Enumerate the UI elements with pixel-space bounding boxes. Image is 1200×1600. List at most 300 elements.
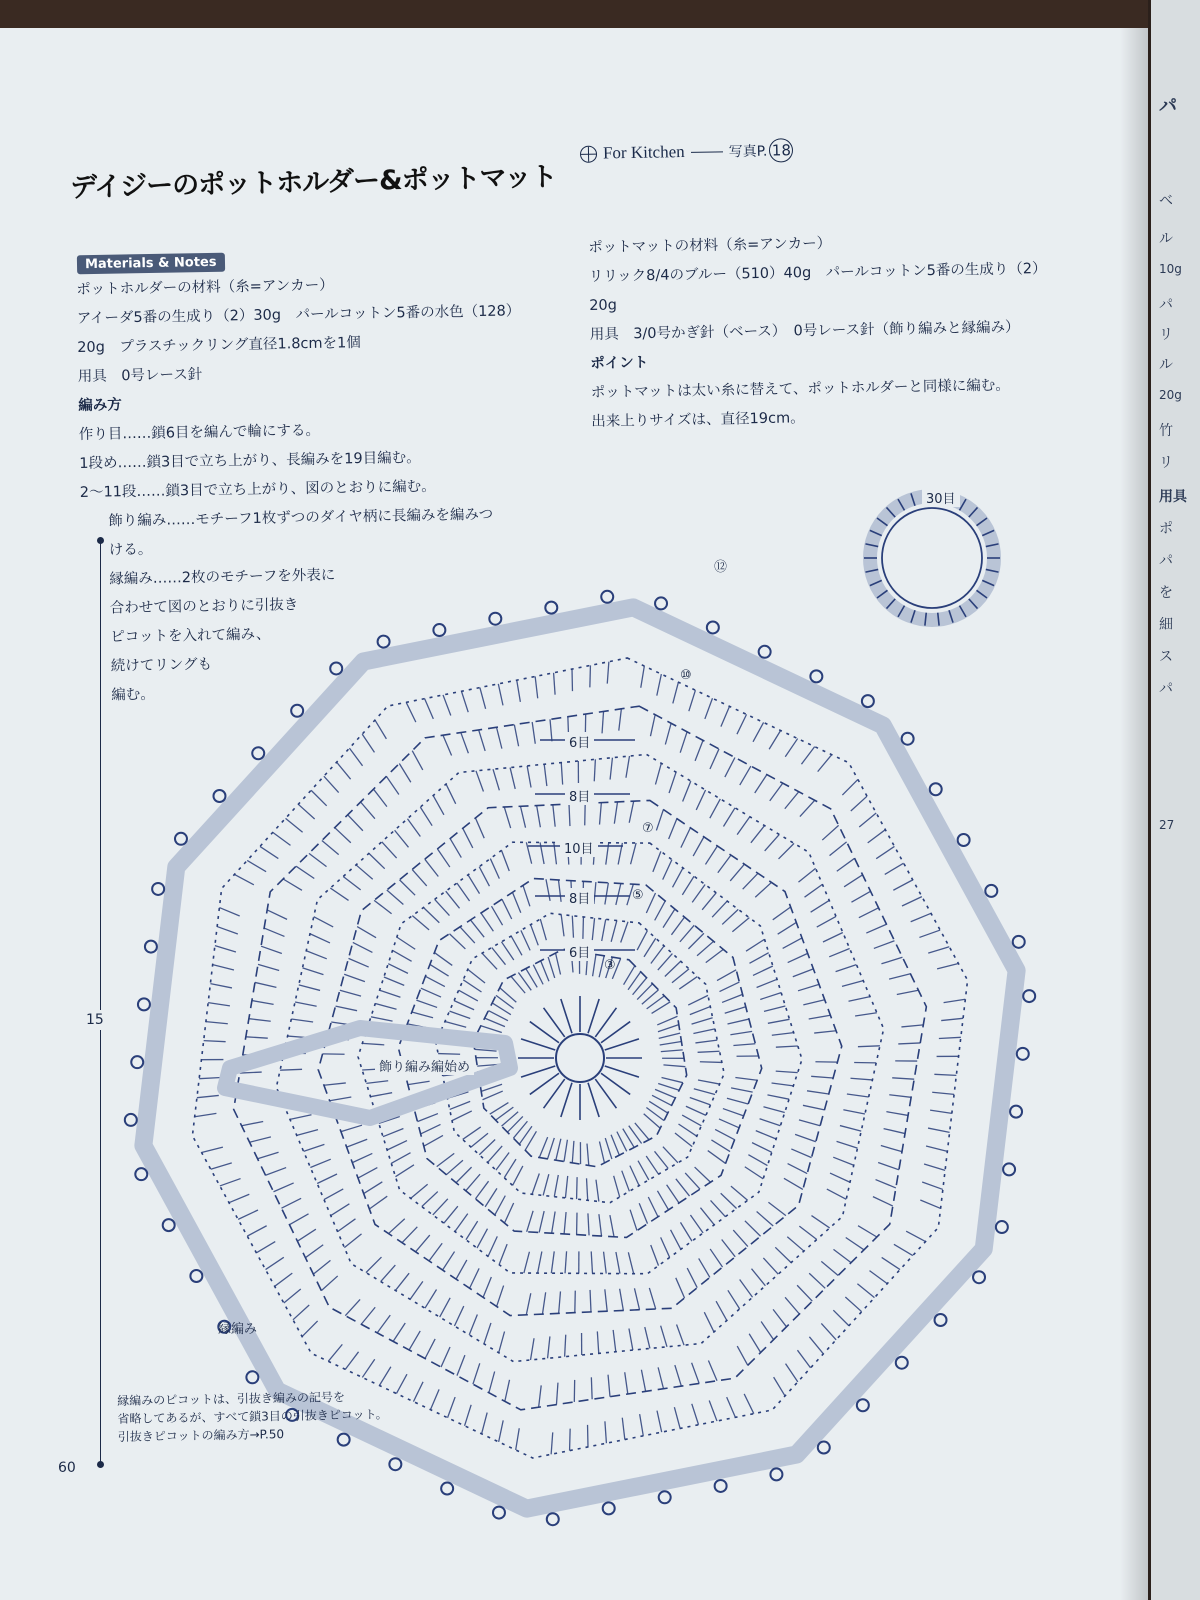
double-crochet-mark [396,1374,407,1393]
double-crochet-mark [497,727,502,748]
double-crochet-mark [680,925,694,942]
double-crochet-mark [441,1347,450,1367]
double-crochet-mark [646,893,655,913]
edging-label: 縁編み [218,1322,258,1337]
double-crochet-mark [366,1081,388,1084]
page-title: デイジーのポットホルダー&ポットマット [69,161,557,204]
double-crochet-mark [760,1119,781,1126]
double-crochet-mark [847,1094,869,1097]
dimension-line [100,540,101,1465]
double-crochet-mark [437,849,449,867]
double-crochet-mark [280,1069,302,1070]
double-crochet-mark [721,1193,737,1208]
picot-mark [958,834,970,846]
double-crochet-mark [868,830,886,843]
double-crochet-mark [602,919,606,941]
double-crochet-mark [675,1133,692,1147]
double-crochet-mark [763,1258,778,1274]
double-crochet-mark [592,918,594,940]
double-crochet-mark [621,922,628,943]
double-crochet-mark [671,1230,681,1249]
double-crochet-mark [422,1192,438,1207]
double-crochet-mark [608,1375,610,1397]
text-line: 用具 0号レース針 [77,366,203,385]
double-crochet-mark [362,1359,374,1377]
double-crochet-mark [661,1326,667,1347]
picot-mark [389,1458,401,1470]
double-crochet-mark [514,725,518,747]
double-crochet-mark [211,1163,232,1169]
double-crochet-mark [657,1411,662,1432]
double-crochet-mark [386,776,398,794]
double-crochet-mark [341,1125,362,1131]
picot-mark [930,783,942,795]
double-crochet-mark [353,942,373,952]
double-crochet-mark [753,966,773,975]
double-crochet-mark [433,796,444,815]
double-crochet-mark [559,1291,561,1313]
double-crochet-mark [310,934,330,943]
double-crochet-mark [281,1198,301,1208]
double-crochet-mark [499,1244,507,1264]
double-crochet-mark [229,1194,249,1202]
picot-mark [175,833,187,845]
double-crochet-mark [845,1297,861,1312]
double-crochet-mark [641,666,645,688]
double-crochet-mark [710,799,720,818]
double-crochet-mark [302,1321,318,1337]
double-crochet-mark [460,927,475,943]
double-crochet-mark [934,1074,956,1075]
double-crochet-mark [658,1083,679,1090]
double-crochet-mark [639,1203,647,1223]
double-crochet-mark [696,790,705,810]
double-crochet-mark [296,866,314,878]
picot-mark [163,1219,175,1231]
double-crochet-mark [695,740,703,761]
double-crochet-mark [662,1078,683,1083]
double-crochet-mark [330,888,348,900]
double-crochet-mark [361,1307,375,1324]
double-crochet-mark [215,946,236,952]
double-crochet-mark [380,990,401,997]
double-crochet-mark [616,1252,620,1274]
double-crochet-mark [655,1151,669,1168]
dimension-label: 15 [86,1012,104,1028]
double-crochet-mark [532,722,535,744]
double-crochet-mark [785,1297,799,1314]
double-crochet-mark [565,1251,567,1273]
double-crochet-mark [510,768,515,789]
double-crochet-mark [676,1278,685,1298]
double-crochet-mark [761,1322,773,1340]
double-crochet-mark [732,918,749,932]
double-crochet-mark [769,731,780,750]
double-crochet-mark [833,1310,849,1326]
double-crochet-mark [393,950,412,961]
double-crochet-mark [490,859,499,879]
double-crochet-mark [364,1182,383,1194]
double-crochet-mark [564,1212,566,1234]
double-crochet-mark [811,1216,829,1228]
double-crochet-mark [924,1164,945,1170]
double-crochet-mark [800,800,815,816]
double-crochet-mark [648,1197,658,1217]
double-crochet-mark [851,796,867,811]
double-crochet-mark [663,909,675,928]
double-crochet-mark [234,874,253,884]
double-crochet-mark [488,1146,503,1162]
double-crochet-mark [358,1168,377,1178]
double-crochet-mark [723,808,735,827]
picot-mark [547,1513,559,1525]
double-crochet-mark [730,1031,752,1034]
double-crochet-mark [275,1273,293,1286]
double-crochet-mark [393,1323,405,1341]
double-crochet-mark [407,819,420,837]
picot-mark [603,1502,615,1514]
double-crochet-mark [773,1309,786,1326]
double-crochet-mark [663,860,672,880]
double-crochet-mark [531,1338,535,1360]
double-crochet-mark [614,1176,620,1197]
double-crochet-mark [622,1418,625,1440]
double-crochet-mark [752,1143,772,1153]
double-crochet-mark [775,1247,791,1262]
double-crochet-mark [897,990,919,994]
double-crochet-mark [651,946,664,964]
double-crochet-mark [737,1346,748,1365]
double-crochet-mark [673,868,683,887]
double-crochet-mark [477,1229,487,1248]
double-crochet-mark [338,1219,356,1232]
double-crochet-mark [443,1252,455,1270]
category-label: For Kitchen [602,142,685,163]
double-crochet-mark [776,1046,798,1047]
double-crochet-mark [795,1134,816,1141]
picot-mark [862,695,874,707]
double-crochet-mark [345,1299,360,1315]
footnote [117,1387,388,1446]
double-crochet-mark [893,880,912,890]
double-crochet-mark [430,964,449,976]
double-crochet-mark [219,908,239,916]
double-crochet-mark [620,1289,624,1311]
double-crochet-mark [539,1137,547,1157]
double-crochet-mark [698,1051,720,1052]
double-crochet-mark [843,1110,865,1114]
double-crochet-mark [523,885,530,906]
double-crochet-mark [674,1407,680,1428]
double-crochet-mark [450,1101,470,1109]
double-crochet-mark [884,1129,905,1134]
double-crochet-mark [469,1314,477,1334]
picot-mark [1017,1048,1029,1060]
double-crochet-mark [208,1003,230,1006]
double-crochet-mark [452,1111,472,1121]
picot-mark [707,621,719,633]
next-page-fragment: 27 [1159,818,1175,832]
double-crochet-mark [345,1352,358,1370]
double-crochet-mark [250,1137,271,1142]
double-crochet-mark [480,688,486,709]
double-crochet-mark [565,1335,566,1357]
book-page [0,28,1150,1600]
double-crochet-mark [617,1132,627,1152]
double-crochet-mark [837,858,855,871]
double-crochet-mark [538,1252,542,1274]
double-crochet-mark [728,1019,749,1024]
double-crochet-mark [772,1083,794,1086]
row-label: ⑦ [642,821,654,836]
double-crochet-mark [672,969,689,983]
double-crochet-mark [473,1363,480,1384]
double-crochet-mark [699,1258,710,1277]
double-crochet-mark [882,1257,900,1269]
double-crochet-mark [937,964,958,969]
double-crochet-mark [449,934,465,949]
double-crochet-mark [809,1015,831,1019]
double-crochet-mark [628,1252,633,1273]
double-crochet-mark [463,1127,481,1140]
double-crochet-mark [604,1252,607,1274]
double-crochet-mark [397,937,415,949]
double-crochet-mark [727,1397,736,1417]
double-crochet-mark [384,977,404,985]
first-round-stitch [530,1073,559,1094]
double-crochet-mark [258,964,279,970]
double-crochet-mark [371,1017,393,1021]
double-crochet-mark [266,1257,284,1269]
double-crochet-mark [438,1054,460,1055]
double-crochet-mark [669,772,676,793]
stitch-count-label: 6目 [565,942,594,961]
double-crochet-mark [213,965,234,970]
first-round-stitch [605,1039,639,1050]
text-line: ピコットを入れて編み、 [110,626,271,646]
double-crochet-mark [725,757,735,777]
double-crochet-mark [709,1400,717,1421]
double-crochet-mark [720,982,740,991]
double-crochet-mark [587,1178,588,1200]
double-crochet-mark [343,876,360,889]
double-crochet-mark [335,828,351,843]
double-crochet-mark [655,763,661,784]
double-crochet-mark [731,1186,748,1200]
double-crochet-mark [646,1156,658,1174]
double-crochet-mark [465,1405,472,1426]
double-crochet-mark [733,1230,748,1246]
double-crochet-mark [622,1171,630,1192]
double-crochet-mark [412,916,429,930]
double-crochet-mark [889,974,910,979]
double-crochet-mark [671,917,684,935]
double-crochet-mark [663,1147,678,1163]
stitch-round [192,658,967,1458]
double-crochet-mark [599,1214,602,1236]
picot-mark [659,1491,671,1503]
next-page-fragment: リ [1159,327,1173,343]
double-crochet-mark [375,720,386,739]
text-line: 飾り編み……モチーフ1枚ずつのダイヤ柄に長編みを編みつ [108,506,494,530]
double-crochet-mark [481,1026,502,1033]
double-crochet-mark [391,1153,410,1164]
double-crochet-mark [495,1196,505,1215]
double-crochet-mark [690,1215,703,1233]
double-crochet-mark [554,1175,558,1197]
double-crochet-mark [751,826,765,843]
double-crochet-mark [416,1000,437,1007]
double-crochet-mark [349,748,362,766]
double-crochet-mark [605,1421,607,1443]
picot-mark [489,613,501,625]
double-crochet-mark [463,828,473,848]
double-crochet-mark [692,1404,699,1425]
double-crochet-mark [284,1289,301,1303]
double-crochet-mark [328,1344,342,1361]
double-crochet-mark [613,1330,616,1352]
double-crochet-mark [694,1089,715,1095]
picot-mark [810,670,822,682]
double-crochet-mark [470,920,484,937]
picot-mark [493,1507,505,1519]
double-crochet-mark [611,1135,619,1155]
double-crochet-mark [479,867,489,886]
double-crochet-mark [410,1281,423,1299]
double-crochet-mark [610,1215,614,1237]
double-crochet-mark [688,933,704,949]
double-crochet-mark [690,1007,710,1015]
first-round-stitch [601,1073,630,1094]
double-crochet-mark [849,997,871,1002]
double-crochet-mark [629,1328,633,1350]
double-crochet-mark [749,1334,761,1353]
double-crochet-mark [730,864,744,881]
text-line: 20g [589,297,618,314]
double-crochet-mark [295,1002,317,1006]
text-line: 2〜11段……鎖3目で立ち上がり、図のとおりに編む。 [79,478,436,501]
double-crochet-mark [645,1327,650,1348]
double-crochet-mark [417,1114,437,1122]
double-crochet-mark [445,1022,466,1028]
double-crochet-mark [266,1168,287,1176]
double-crochet-mark [594,759,595,781]
double-crochet-mark [413,1382,423,1402]
double-crochet-mark [799,1120,820,1126]
double-crochet-mark [727,1098,748,1104]
double-crochet-mark [679,977,697,990]
double-crochet-mark [434,953,452,966]
first-round-stitch [521,1066,555,1077]
double-crochet-mark [799,1226,816,1239]
double-crochet-mark [697,941,714,955]
double-crochet-mark [722,994,742,1002]
double-crochet-mark [833,1157,853,1165]
double-crochet-mark [289,1214,308,1225]
double-crochet-mark [489,1372,495,1393]
double-crochet-mark [468,969,485,983]
double-crochet-mark [344,974,365,981]
double-crochet-mark [651,1245,659,1266]
double-crochet-mark [466,1221,478,1240]
double-crochet-mark [675,1365,681,1386]
double-crochet-mark [331,1204,350,1216]
next-page-fragment: 10g [1159,262,1182,276]
picot-mark [935,1314,947,1326]
double-crochet-mark [246,1037,268,1038]
double-crochet-mark [663,1065,685,1067]
double-crochet-mark [412,869,427,885]
double-crochet-mark [631,843,637,864]
double-crochet-mark [590,1290,591,1312]
double-crochet-mark [740,1279,753,1297]
double-crochet-mark [705,846,717,864]
double-crochet-mark [876,846,894,858]
photo-ref-label: 写真P. [728,143,768,161]
double-crochet-mark [660,1041,682,1045]
double-crochet-mark [488,1236,497,1256]
double-crochet-mark [411,1184,428,1198]
double-crochet-mark [850,1078,872,1080]
double-crochet-mark [776,1071,798,1072]
double-crochet-mark [425,1290,437,1309]
double-crochet-mark [297,1229,315,1241]
double-crochet-mark [637,931,647,950]
double-crochet-mark [829,949,849,957]
double-crochet-mark [740,766,751,785]
double-crochet-mark [340,990,361,996]
double-crochet-mark [858,1046,880,1047]
double-crochet-mark [625,1372,628,1394]
double-crochet-mark [767,1095,789,1099]
picot-mark [252,747,264,759]
double-crochet-mark [511,936,522,955]
double-crochet-mark [823,932,843,941]
double-crochet-mark [711,1200,726,1216]
double-crochet-mark [450,1011,471,1018]
double-crochet-mark [324,1083,346,1085]
double-crochet-mark [443,735,452,755]
double-crochet-mark [681,828,691,848]
double-crochet-mark [484,1323,491,1344]
double-crochet-mark [928,947,949,953]
next-page-fragment: リ [1159,455,1173,471]
double-crochet-mark [421,988,441,997]
next-page-fragment: ス [1159,649,1173,665]
double-crochet-mark [423,908,439,923]
double-crochet-mark [728,1290,740,1309]
double-crochet-mark [324,776,339,792]
double-crochet-mark [773,907,791,920]
section-heading: 編み方 [78,397,122,414]
double-crochet-mark [638,1161,649,1180]
double-crochet-mark [744,1394,754,1414]
double-crochet-mark [260,846,278,858]
double-crochet-mark [202,1147,223,1152]
first-round-stitch [588,1083,599,1117]
double-crochet-mark [605,883,609,905]
double-crochet-mark [446,891,460,908]
row-label: ⑫ [714,560,728,575]
double-crochet-mark [718,855,731,873]
double-crochet-mark [885,863,904,874]
next-page-fragment: ベ [1159,193,1173,209]
text-line: 縁編み……2枚のモチーフを外表に [109,567,336,588]
double-crochet-mark [311,790,327,806]
text-line: リリック8/4のブルー（510）40g パールコットン5番の生成り（2） [588,261,1047,285]
double-crochet-mark [821,1261,838,1275]
double-crochet-mark [505,1380,510,1401]
